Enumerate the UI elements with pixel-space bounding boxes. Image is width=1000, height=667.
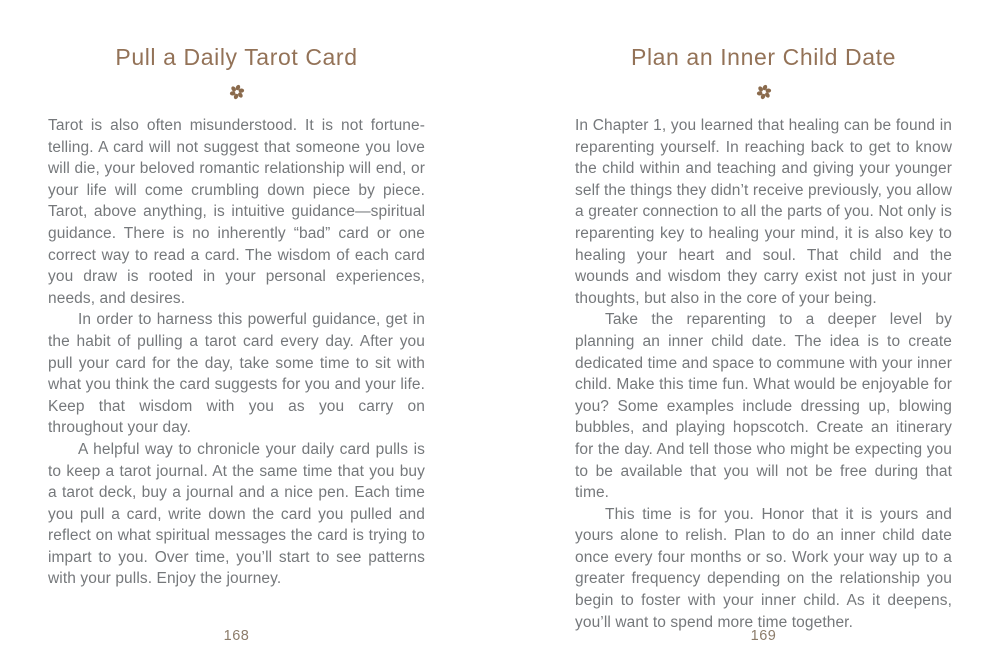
- paragraph: Tarot is also often misunderstood. It is not fortune-telling. A card will not suggest that someone you love will die, your beloved romantic relationship will end, or your life will come crumbling down piece by piece. Tarot, above anything, is intuitive guidance—spiritual guidance. There is no inherently “bad” card or one correct way to read a card. The wisdom of each card you draw is rooted in your personal experiences, needs, and desires.: [48, 117, 425, 307]
- paragraph: This time is for you. Honor that it is yours and yours alone to relish. Plan to do an inner child date once every four months or so. Work your way up to a greater frequency depending on the relationship you begin to foster with your inner child. As it deepens, you’ll want to spend more time together.: [575, 505, 952, 631]
- paragraph: Take the reparenting to a deeper level by planning an inner child date. The idea is to create dedicated time and space to commune with your inner child. Make this time fun. What would be enjoyable for you? Some examples include dressing up, blowing bubbles, and playing hopscotch. Create an itinerary for the day. And tell those who might be expecting you to be available that you will not be free during that time.: [575, 311, 952, 502]
- right-page-number: 169: [750, 628, 777, 644]
- right-page-body: [575, 115, 952, 633]
- right-page: [575, 46, 952, 667]
- paragraph: In Chapter 1, you learned that healing can be found in reparenting yourself. In reaching back to get to know the child within and teaching and giving your younger self the things they didn’t receive previously, you allow a greater connection to all the parts of you. Not only is reparenting key to healing your mind, it is also key to healing your heart and soul. That child and the wounds and wisdom they carry exist not just in your thoughts, but also in the core of your being.: [575, 117, 952, 307]
- flower-rosette-icon: [575, 82, 952, 102]
- flower-rosette-icon: [48, 82, 425, 102]
- left-page-title: Pull a Daily Tarot Card: [115, 44, 358, 70]
- left-page-number: 168: [223, 628, 250, 644]
- left-page: [48, 46, 425, 667]
- paragraph: A helpful way to chronicle your daily card pulls is to keep a tarot journal. At the same time that you buy a tarot deck, buy a journal and a nice pen. Each time you pull a card, write down the card you pulled and reflect on what spiritual messages the card is trying to impart to you. Over time, you’ll start to see patterns with your pulls. Enjoy the journey.: [48, 440, 425, 588]
- paragraph: In order to harness this powerful guidance, get in the habit of pulling a tarot card every day. After you pull your card for the day, take some time to sit with what you think the card suggests for you and your life. Keep that wisdom with you as you carry on throughout your day.: [48, 311, 425, 437]
- left-page-body: [48, 115, 425, 590]
- right-page-title: Plan an Inner Child Date: [631, 44, 896, 70]
